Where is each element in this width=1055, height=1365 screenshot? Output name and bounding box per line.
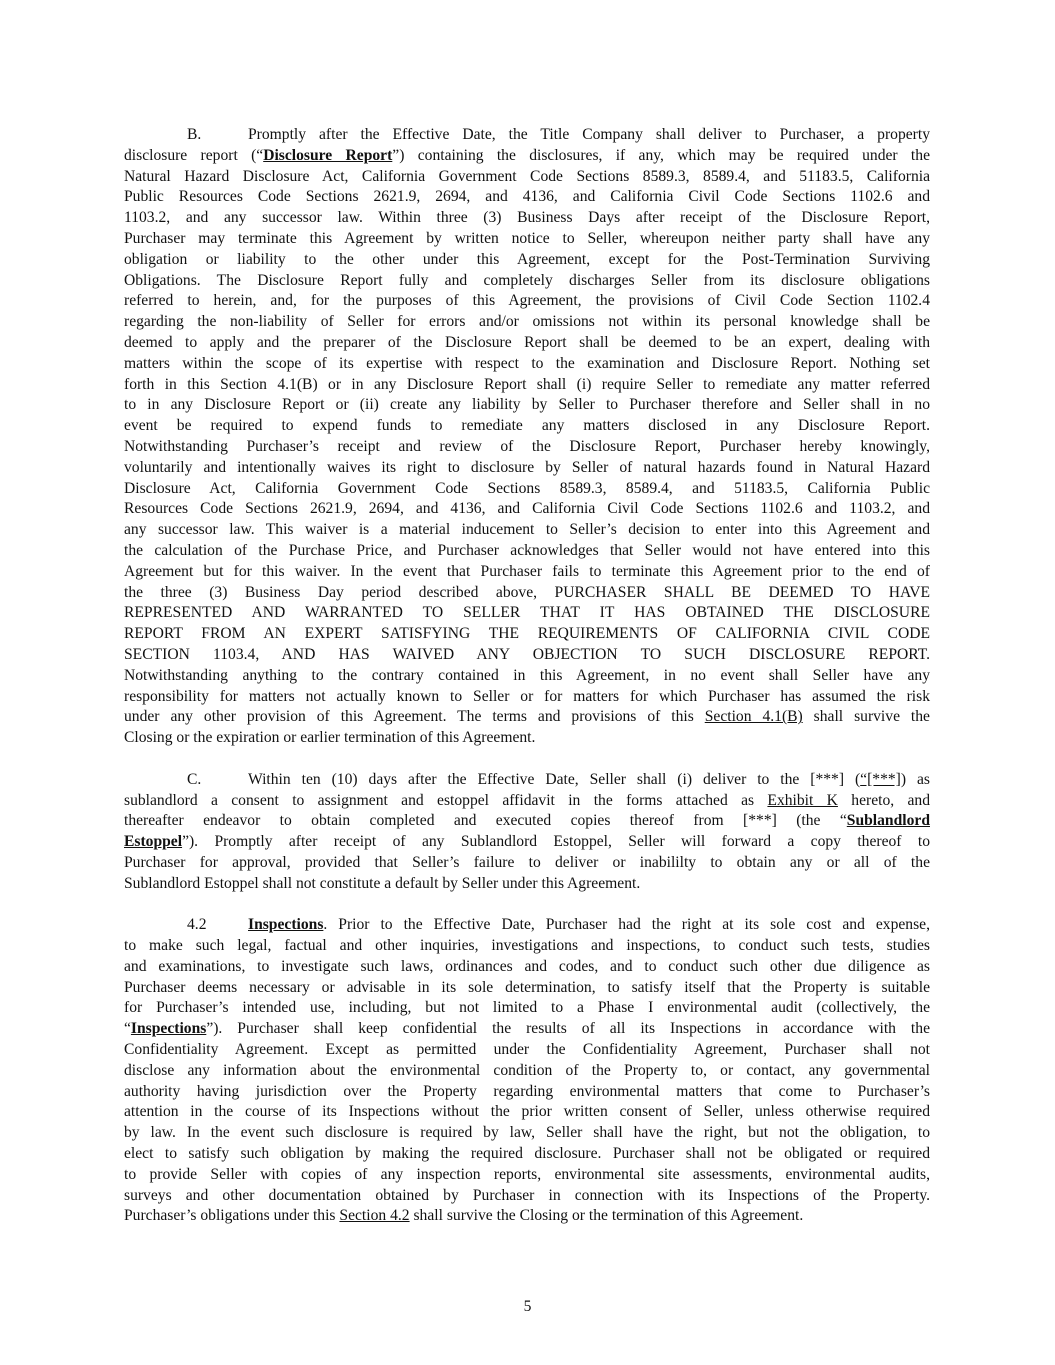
text-segment: Sublandlord Estoppel shall not constitute a default by Seller under this Agreement. — [124, 874, 641, 892]
text-segment: disclose any information about the environmental condition of the Property to, or contact, any governmental — [124, 1061, 930, 1079]
text-segment: any successor law. This waiver is a material inducement to Seller’s decision to enter into this Agreement and — [124, 521, 930, 539]
text-line — [124, 1082, 930, 1103]
defined-term: Disclosure Report — [263, 146, 393, 164]
text-line — [124, 770, 930, 791]
text-segment: for Purchaser’s intended use, including, but not limited to a Phase I environmental audit (collectively, the — [124, 999, 930, 1017]
text-line — [124, 499, 930, 520]
text-line — [124, 375, 930, 396]
text-line — [124, 832, 930, 853]
section-label: C. — [187, 770, 202, 788]
document-page — [124, 125, 930, 1248]
text-segment: regarding the non-liability of Seller for errors and/or omissions not within its personal knowledge shall be — [124, 313, 930, 331]
text-line — [124, 1206, 930, 1227]
defined-term: Sublandlord — [846, 812, 930, 830]
text-segment: hereto, and — [837, 791, 930, 809]
text-segment: referred to herein, and, for the purposes of this Agreement, the provisions of Civil Code Section 1102.4 — [124, 292, 930, 310]
text-segment: Notwithstanding Purchaser’s receipt and review of the Disclosure Report, Purchaser hereby knowingly, — [124, 437, 930, 455]
text-segment: and examinations, to investigate such laws, ordinances and codes, and to conduct such other due diligence as — [124, 957, 930, 975]
text-line — [124, 416, 930, 437]
text-segment: Purchaser may terminate this Agreement by written notice to Seller, whereupon neither party shall have any — [124, 229, 930, 247]
text-line — [124, 458, 930, 479]
text-segment: matters within the scope of its expertise with respect to the examination and Disclosure Report. Nothing set — [124, 354, 930, 372]
cross-reference: Exhibit K — [767, 791, 838, 809]
text-line — [124, 271, 930, 292]
text-segment: obligation or liability to the other under this Agreement, except for the Post-Termination Surviving — [124, 250, 930, 268]
text-segment: disclosure report (“ — [124, 146, 264, 164]
text-line — [124, 312, 930, 333]
text-segment: 1103.2, and any successor law. Within three (3) Business Days after receipt of the Disclosure Report, — [124, 209, 930, 227]
section-4-1-c-paragraph — [124, 770, 930, 895]
text-line — [124, 146, 930, 167]
text-line — [124, 1186, 930, 1207]
text-line — [124, 125, 930, 146]
text-line — [124, 1144, 930, 1165]
text-line — [124, 437, 930, 458]
cross-reference: Section 4.1(B) — [704, 708, 803, 726]
text-segment: Resources Code Sections 2621.9, 2694, and 4136, and California Civil Code Sections 1102.6 and 1103.2, and — [124, 500, 930, 518]
text-line — [124, 1019, 930, 1040]
text-segment: to in any Disclosure Report or (ii) create any liability by Seller to Purchaser therefore and Seller shall in no — [124, 396, 930, 414]
text-segment: Closing or the expiration or earlier termination of this Agreement. — [124, 729, 536, 747]
text-segment: ”) containing the disclosures, if any, which may be required under the — [392, 146, 930, 164]
text-line — [124, 1123, 930, 1144]
text-segment: thereafter endeavor to obtain completed and executed copies thereof from [***] (the “ — [124, 812, 847, 830]
section-label: B. — [187, 126, 202, 143]
section-label: 4.2 — [187, 916, 207, 934]
text-line — [124, 811, 930, 832]
text-line — [124, 229, 930, 250]
text-line — [124, 915, 930, 936]
text-segment: Purchaser for approval, provided that Seller’s failure to deliver or inabililty to obtain any or all of the — [124, 853, 930, 871]
text-segment: Within ten (10) days after the Effective Date, Seller shall (i) deliver to the [***] ( — [248, 770, 861, 788]
text-segment: sublandlord a consent to assignment and estoppel affidavit in the forms attached as — [124, 791, 768, 809]
defined-term: Inspections — [248, 916, 324, 934]
text-line — [124, 624, 930, 645]
section-4-1-b-paragraph — [124, 125, 930, 749]
text-segment: ”). Promptly after receipt of any Sublandlord Estoppel, Seller will forward a copy thereof to — [182, 833, 930, 851]
text-line — [124, 1165, 930, 1186]
text-segment: SECTION 1103.4, AND HAS WAIVED ANY OBJECTION TO SUCH DISCLOSURE REPORT. — [124, 645, 930, 663]
text-line — [124, 645, 930, 666]
text-segment: Public Resources Code Sections 2621.9, 2694, and 4136, and California Civil Code Sections 1102.6 and — [124, 188, 930, 206]
text-line — [124, 167, 930, 188]
text-segment: . Prior to the Effective Date, Purchaser had the right at its sole cost and expense, — [323, 916, 930, 934]
text-segment: “ — [124, 1020, 131, 1038]
text-segment: Promptly after the Effective Date, the Title Company shall deliver to Purchaser, a property — [248, 126, 930, 143]
cross-reference: Section 4.2 — [339, 1207, 410, 1225]
section-4-2-paragraph — [124, 915, 930, 1227]
text-segment: forth in this Section 4.1(B) or in any Disclosure Report shall (i) require Seller to remediate any matter referred — [124, 375, 930, 393]
text-line — [124, 707, 930, 728]
text-segment: surveys and other documentation obtained by Purchaser in connection with its Inspections of the Property. — [124, 1186, 930, 1204]
text-segment: Purchaser deems necessary or advisable in its sole determination, to satisfy itself that the Property is suitable — [124, 978, 930, 996]
text-segment: REPRESENTED AND WARRANTED TO SELLER THAT IT HAS OBTAINED THE DISCLOSURE — [124, 604, 930, 622]
text-segment: elect to satisfy such obligation by making the required disclosure. Purchaser shall not be obligated or required — [124, 1145, 930, 1163]
text-segment: shall survive the Closing or the termination of this Agreement. — [409, 1207, 804, 1225]
text-segment: Agreement but for this waiver. In the event that Purchaser fails to terminate this Agreement prior to the end of — [124, 562, 930, 580]
text-segment: event be required to expend funds to remediate any matters disclosed in any Disclosure Report. — [124, 417, 930, 435]
text-segment: Confidentiality Agreement. Except as permitted under the Confidentiality Agreement, Purchaser shall not — [124, 1041, 930, 1059]
text-segment: the calculation of the Purchase Price, and Purchaser acknowledges that Seller would not have entered into this — [124, 541, 930, 559]
cross-reference: “[***] — [860, 770, 901, 788]
text-segment: the three (3) Business Day period described above, PURCHASER SHALL BE DEEMED TO HAVE — [124, 583, 930, 601]
text-line — [124, 479, 930, 500]
text-segment: authority having jurisdiction over the Property regarding environmental matters that come to Purchaser’s — [124, 1082, 930, 1100]
text-line — [124, 333, 930, 354]
text-line — [124, 208, 930, 229]
text-segment: Notwithstanding anything to the contrary contained in this Agreement, in no event shall Seller have any — [124, 666, 930, 684]
defined-term: Inspections — [130, 1020, 207, 1038]
text-line — [124, 978, 930, 999]
text-line — [124, 583, 930, 604]
text-line — [124, 603, 930, 624]
text-line — [124, 874, 930, 895]
text-segment: deemed to apply and the preparer of the Disclosure Report shall be deemed to be an expert, dealing with — [124, 333, 930, 351]
text-segment: ”). Purchaser shall keep confidential the results of all its Inspections in accordance with the — [206, 1020, 930, 1038]
text-segment: attention in the course of its Inspections without the prior written consent of Seller, unless otherwise required — [124, 1103, 930, 1121]
text-line — [124, 1102, 930, 1123]
page-number: 5 — [523, 1298, 532, 1315]
text-line — [124, 791, 930, 812]
text-line — [124, 291, 930, 312]
text-segment: to provide Seller with copies of any inspection reports, environmental site assessments, environmental audits, — [124, 1165, 930, 1183]
text-line — [124, 562, 930, 583]
text-line — [124, 957, 930, 978]
text-segment: to make such legal, factual and other inquiries, investigations and inspections, to conduct such tests, studies — [124, 937, 930, 955]
text-line — [124, 853, 930, 874]
text-segment: Purchaser’s obligations under this — [124, 1207, 340, 1225]
text-segment: ) as — [900, 770, 930, 788]
text-line — [124, 541, 930, 562]
text-segment: under any other provision of this Agreement. The terms and provisions of this — [124, 708, 705, 726]
text-segment: by law. In the event such disclosure is required by law, Seller shall have the right, but not the obligation, to — [124, 1124, 930, 1142]
text-segment: shall survive the — [802, 708, 930, 726]
text-line — [124, 687, 930, 708]
text-line — [124, 354, 930, 375]
text-line — [124, 1040, 930, 1061]
text-line — [124, 936, 930, 957]
defined-term: Estoppel — [124, 833, 183, 851]
text-line — [124, 728, 930, 749]
text-segment: Obligations. The Disclosure Report fully and completely discharges Seller from its disclosure obligations — [124, 271, 930, 289]
text-segment: responsibility for matters not actually known to Seller or for matters for which Purchaser has assumed the risk — [124, 687, 930, 705]
text-segment: REPORT FROM AN EXPERT SATISFYING THE REQUIREMENTS OF CALIFORNIA CIVIL CODE — [124, 625, 930, 643]
text-segment: Natural Hazard Disclosure Act, California Government Code Sections 8589.3, 8589.4, and 51183.5, California — [124, 167, 930, 185]
text-line — [124, 187, 930, 208]
text-segment: Disclosure Act, California Government Code Sections 8589.3, 8589.4, and 51183.5, California Public — [124, 479, 930, 497]
text-line — [124, 666, 930, 687]
text-line — [124, 520, 930, 541]
text-line — [124, 395, 930, 416]
text-line — [124, 250, 930, 271]
text-line — [124, 1061, 930, 1082]
text-line — [124, 998, 930, 1019]
text-segment: voluntarily and intentionally waives its right to disclosure by Seller of natural hazards found in Natural Hazard — [124, 458, 930, 476]
